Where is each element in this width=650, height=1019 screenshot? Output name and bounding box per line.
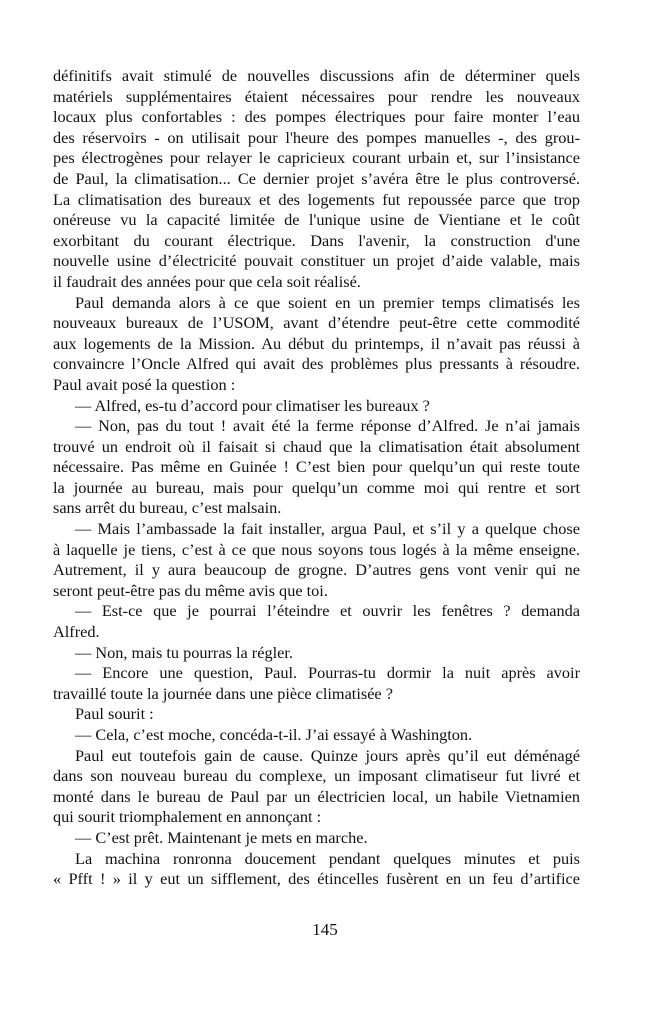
text-line: locaux plus confortables : des pompes électriques pour faire monter l’eau: [53, 107, 580, 127]
text-line: Alfred.: [53, 622, 100, 642]
text-line: La climatisation des bureaux et des logements fut repoussée parce que trop: [53, 189, 580, 209]
text-line: seront peut-être pas du même avis que toi.: [53, 580, 328, 600]
page-number: 145: [312, 920, 338, 939]
text-line: exorbitant du courant électrique. Dans l'avenir, la construction d'une: [53, 230, 580, 250]
text-line: La machina ronronna doucement pendant quelques minutes et puis: [75, 848, 580, 868]
text-line: Paul avait posé la question :: [53, 374, 236, 394]
text-line: la journée au bureau, mais pour quelqu’un comme moi qui rentre et sort: [53, 477, 580, 497]
text-line: — Non, pas du tout ! avait été la ferme réponse d’Alfred. Je n’ai jamais: [75, 416, 580, 436]
text-line: — Mais l’ambassade la fait installer, argua Paul, et s’il y a quelque chose: [75, 519, 580, 539]
text-line: « Pfft ! » il y eut un sifflement, des étincelles fusèrent en un feu d’artifice: [53, 869, 580, 889]
text-line: — Cela, c’est moche, concéda-t-il. J’ai essayé à Washington.: [75, 725, 473, 744]
text-line: — Non, mais tu pourras la régler.: [75, 642, 293, 662]
text-line: Paul eut toutefois gain de cause. Quinze jours après qu’il eut déménagé: [75, 745, 580, 765]
text-line: qui sourit triomphalement en annonçant :: [53, 807, 322, 827]
text-line: de Paul, la climatisation... Ce dernier projet s’avéra être le plus controversé.: [53, 168, 580, 188]
text-line: il faudrait des années pour que cela soit réalisé.: [53, 271, 361, 291]
text-line: pes électrogènes pour relayer le capricieux courant urbain et, sur l’insistance: [53, 148, 580, 168]
text-line: monté dans le bureau de Paul par un électricien local, un habile Vietnamien: [53, 786, 580, 806]
text-line: convaincre l’Oncle Alfred qui avait des problèmes plus pressants à résoudre.: [53, 354, 580, 374]
text-line: nouveaux bureaux de l’USOM, avant d’étendre peut-être cette commodité: [53, 313, 580, 333]
text-line: nouvelle usine d’électricité pouvait constituer un projet d’aide valable, mais: [53, 251, 580, 271]
text-line: Paul demanda alors à ce que soient en un premier temps climatisés les: [75, 292, 580, 312]
text-line: Paul sourit :: [75, 704, 154, 724]
text-line: dans son nouveau bureau du complexe, un imposant climatiseur fut livré et: [53, 766, 580, 786]
text-line: Autrement, il y aura beaucoup de grogne. D’autres gens vont venir qui ne: [53, 560, 580, 580]
text-line: définitifs avait stimulé de nouvelles discussions afin de déterminer quels: [53, 66, 580, 85]
text-line: à laquelle je tiens, c’est à ce que nous soyons tous logés à la même enseigne.: [53, 539, 580, 559]
text-line: — C’est prêt. Maintenant je mets en marche.: [75, 827, 368, 847]
text-line: nécessaire. Pas même en Guinée ! C’est bien pour quelqu’un qui reste toute: [53, 457, 580, 477]
text-line: matériels supplémentaires étaient nécessaires pour rendre les nouveaux: [53, 86, 580, 106]
text-line: sans arrêt du bureau, c’est malsain.: [53, 498, 282, 518]
text-line: — Est-ce que je pourrai l’éteindre et ouvrir les fenêtres ? demanda: [75, 601, 580, 621]
text-line: onéreuse vu la capacité limitée de l'unique usine de Vientiane et le coût: [53, 210, 580, 230]
body-text: [53, 66, 580, 890]
text-line: — Alfred, es-tu d’accord pour climatiser les bureaux ?: [75, 395, 430, 415]
text-line: trouvé un endroit où il faisait si chaud que la climatisation était absolument: [53, 436, 580, 456]
text-line: aux logements de la Mission. Au début du printemps, il n’avait pas réussi à: [53, 333, 580, 353]
text-line: travaillé toute la journée dans une pièce climatisée ?: [53, 683, 393, 703]
text-line: des réservoirs - on utilisait pour l'heure des pompes manuelles -, des grou-: [53, 127, 580, 147]
text-line: — Encore une question, Paul. Pourras-tu dormir la nuit après avoir: [75, 663, 580, 683]
